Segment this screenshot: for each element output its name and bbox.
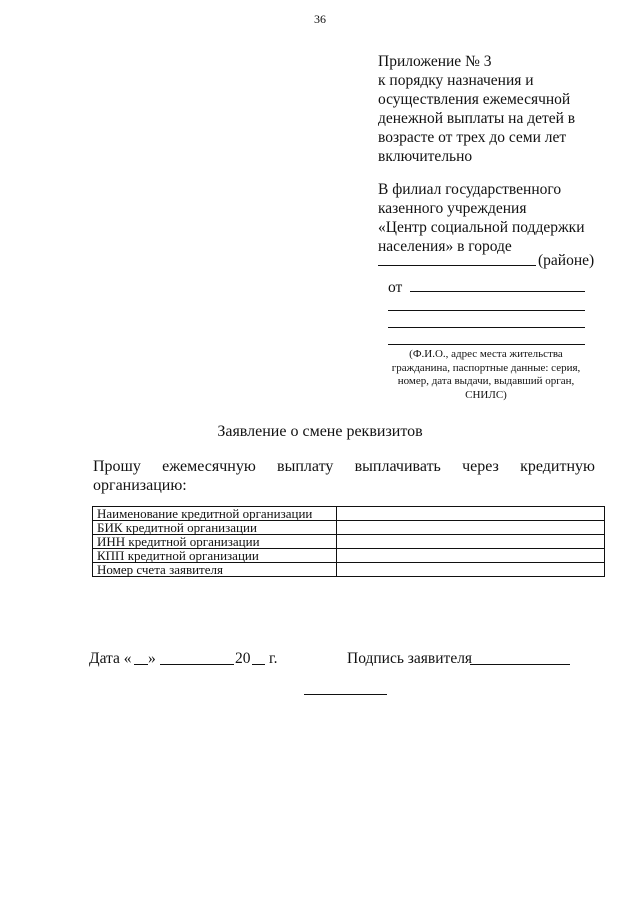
- request-word: через: [462, 458, 499, 475]
- appendix-line: осуществления ежемесячной: [378, 91, 571, 108]
- table-row: [93, 563, 605, 577]
- request-word: выплату: [277, 458, 334, 475]
- appendix-header: [378, 52, 575, 166]
- table-row: [93, 535, 605, 549]
- appendix-line: к порядку назначения и: [378, 72, 534, 89]
- addressee-line: В филиал государственного: [378, 181, 562, 198]
- year-prefix: 20: [235, 650, 251, 667]
- from-label: от: [388, 279, 403, 296]
- addressee-line: «Центр социальной поддержки: [378, 219, 585, 236]
- row-label: БИК кредитной организации: [93, 521, 337, 535]
- hint-line: СНИЛС): [465, 388, 507, 401]
- year-blank[interactable]: [252, 664, 265, 665]
- row-label: КПП кредитной организации: [93, 549, 337, 563]
- table-row: [93, 507, 605, 521]
- request-word: Прошу: [93, 458, 141, 475]
- row-value[interactable]: [337, 535, 605, 549]
- addressee-line: казенного учреждения: [378, 200, 527, 217]
- applicant-blank-3[interactable]: [388, 327, 585, 328]
- applicant-blank-4[interactable]: [388, 344, 585, 345]
- addressee-block: [378, 180, 585, 256]
- appendix-line: возрасте от трех до семи лет: [378, 129, 567, 146]
- row-value[interactable]: [337, 521, 605, 535]
- applicant-blank-1[interactable]: [410, 291, 585, 292]
- date-prefix: Дата «: [89, 650, 132, 667]
- year-suffix: г.: [269, 650, 278, 667]
- request-word: кредитную: [520, 458, 595, 475]
- request-word: выплачивать: [354, 458, 441, 475]
- row-value[interactable]: [337, 549, 605, 563]
- table-row: [93, 521, 605, 535]
- day-blank[interactable]: [134, 664, 148, 665]
- requisites-table: [92, 506, 605, 577]
- month-blank[interactable]: [160, 664, 234, 665]
- appendix-line: денежной выплаты на детей в: [378, 110, 576, 127]
- row-label: Наименование кредитной организации: [93, 507, 337, 521]
- row-value[interactable]: [337, 507, 605, 521]
- hint-line: номер, дата выдачи, выдавший орган,: [397, 375, 575, 387]
- district-blank[interactable]: [378, 265, 536, 266]
- row-label: Номер счета заявителя: [93, 563, 337, 577]
- applicant-hint: [388, 348, 584, 402]
- table-row: [93, 549, 605, 563]
- appendix-line: Приложение № 3: [378, 53, 492, 70]
- signature-label: Подпись заявителя: [347, 650, 473, 667]
- hint-line: гражданина, паспортные данные: серия,: [391, 361, 581, 374]
- document-title: Заявление о смене реквизитов: [217, 423, 423, 440]
- hint-line: (Ф.И.О., адрес места жительства: [409, 348, 563, 360]
- district-suffix: (районе): [538, 252, 595, 269]
- closing-divider: [304, 694, 387, 695]
- request-line-1: [93, 458, 595, 476]
- applicant-blank-2[interactable]: [388, 310, 585, 311]
- page-number: 36: [314, 12, 326, 26]
- date-mid: »: [148, 650, 156, 667]
- row-label: ИНН кредитной организации: [93, 535, 337, 549]
- request-word: ежемесячную: [162, 458, 256, 475]
- addressee-line: населения» в городе: [378, 238, 512, 255]
- appendix-line: включительно: [378, 148, 473, 165]
- request-line-2: организацию:: [93, 477, 187, 494]
- signature-blank[interactable]: [470, 664, 570, 665]
- row-value[interactable]: [337, 563, 605, 577]
